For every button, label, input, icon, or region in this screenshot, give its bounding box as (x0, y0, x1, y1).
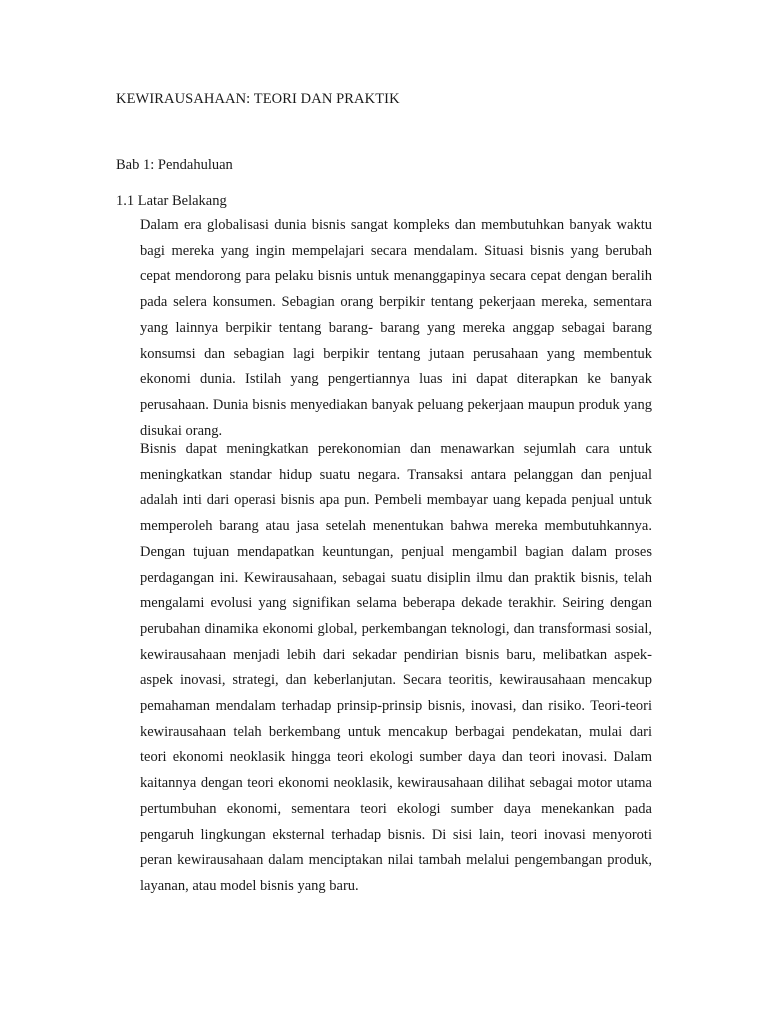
chapter-heading: Bab 1: Pendahuluan (116, 157, 233, 173)
section-heading: 1.1 Latar Belakang (116, 193, 227, 209)
body-paragraph-2: Bisnis dapat meningkatkan perekonomian dan menawarkan sejumlah cara untuk meningkatkan standar hidup suatu negara. Transaksi antara pelanggan dan penjual adalah inti dari operasi bisnis apa pun. Pembeli membayar uang kepada penjual untuk memperoleh barang atau jasa setelah menentukan bahwa mereka membutuhkannya. Dengan tujuan mendapatkan keuntungan, penjual mengambil bagian dalam proses perdagangan ini. Kewirausahaan, sebagai suatu disiplin ilmu dan praktik bisnis, telah mengalami evolusi yang signifikan selama beberapa dekade terakhir. Seiring dengan perubahan dinamika ekonomi global, perkembangan teknologi, dan transformasi sosial, kewirausahaan menjadi lebih dari sekadar pendirian bisnis baru, melibatkan aspek-aspek inovasi, strategi, dan keberlanjutan. Secara teoritis, kewirausahaan mencakup pemahaman mendalam terhadap prinsip-prinsip bisnis, inovasi, dan risiko. Teori-teori kewirausahaan telah berkembang untuk mencakup berbagai pendekatan, mulai dari teori ekonomi neoklasik hingga teori ekologi sumber daya dan teori inovasi. Dalam kaitannya dengan teori ekonomi neoklasik, kewirausahaan dilihat sebagai motor utama pertumbuhan ekonomi, sementara teori ekologi sumber daya menekankan pada pengaruh lingkungan eksternal terhadap bisnis. Di sisi lain, teori inovasi menyoroti peran kewirausahaan dalam menciptakan nilai tambah melalui pengembangan produk, layanan, atau model bisnis yang baru. (140, 441, 652, 894)
document-title: KEWIRAUSAHAAN: TEORI DAN PRAKTIK (116, 91, 400, 107)
body-paragraph-1: Dalam era globalisasi dunia bisnis sangat kompleks dan membutuhkan banyak waktu bagi mereka yang ingin mempelajari secara mendalam. Situasi bisnis yang berubah cepat mendorong para pelaku bisnis untuk menanggapinya secara cepat dengan beralih pada selera konsumen. Sebagian orang berpikir tentang pekerjaan mereka, sementara yang lainnya berpikir tentang barang- barang yang mereka anggap sebagai barang konsumsi dan sebagian lagi berpikir tentang jutaan perusahaan yang membentuk ekonomi dunia. Istilah yang pengertiannya luas ini dapat diterapkan ke banyak perusahaan. Dunia bisnis menyediakan banyak peluang pekerjaan maupun produk yang disukai orang. (140, 217, 652, 439)
